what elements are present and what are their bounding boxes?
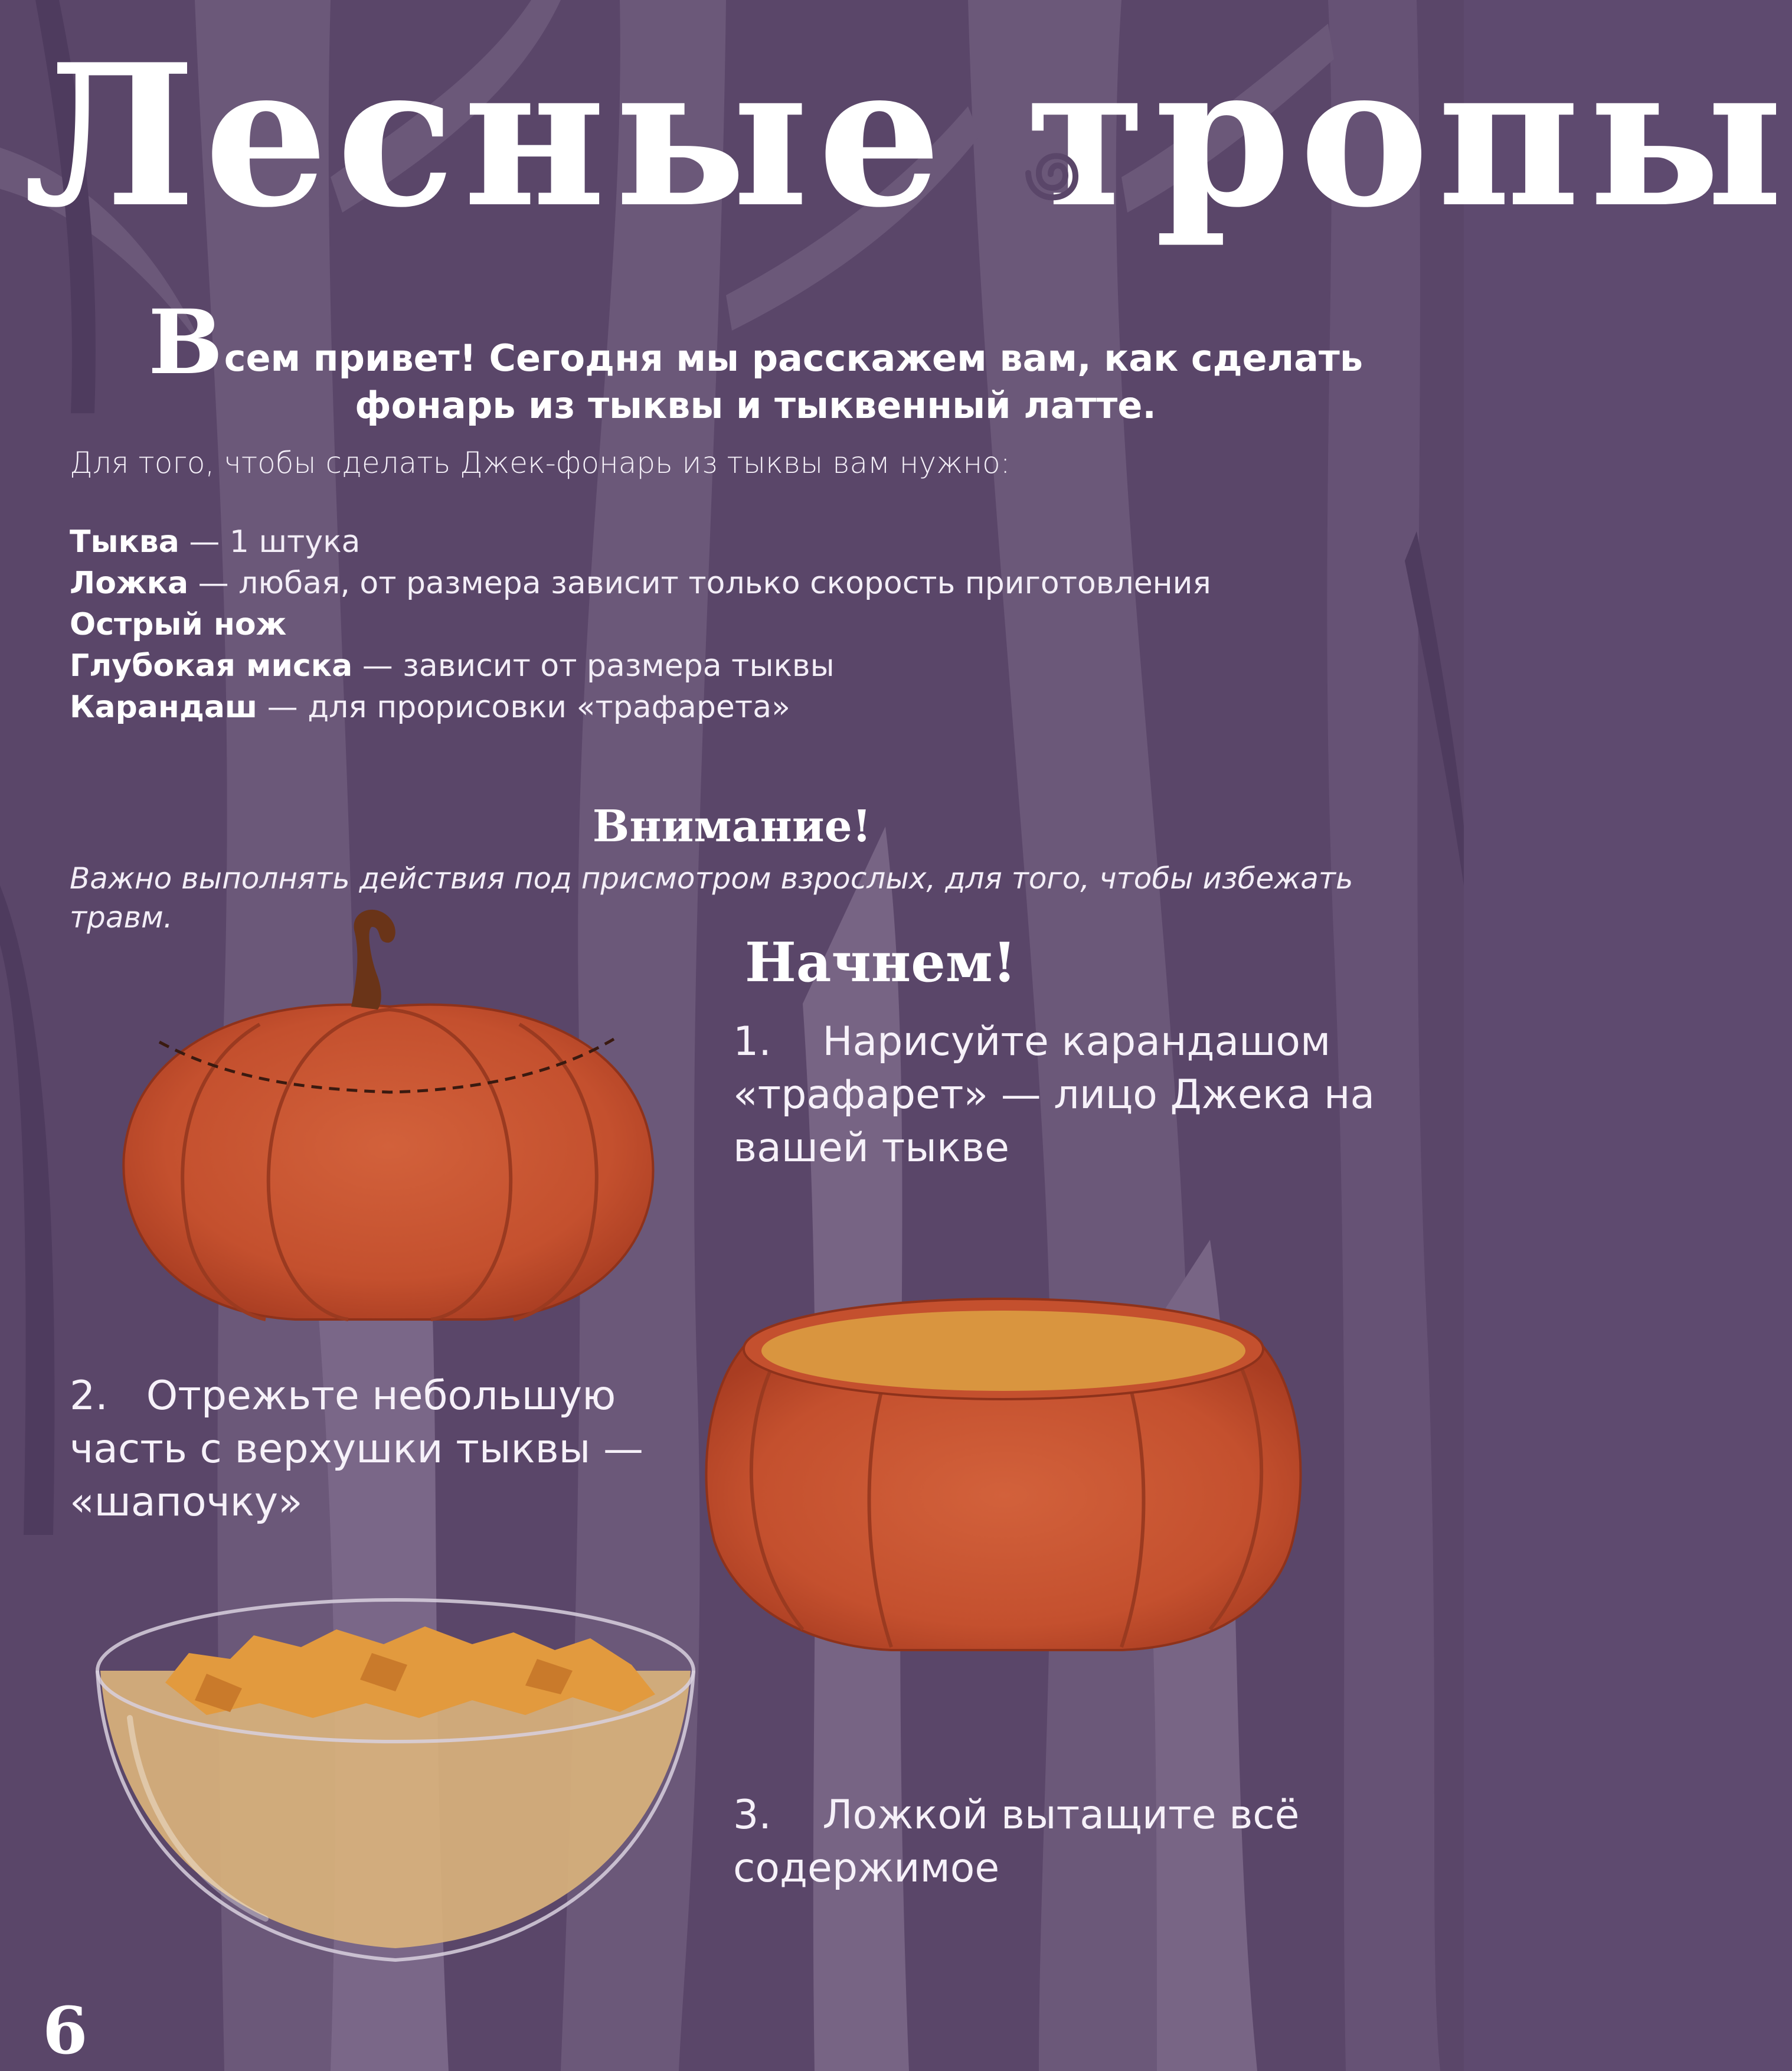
page-title: Лесные тропы bbox=[24, 21, 1792, 250]
list-item bbox=[70, 687, 1211, 728]
step-number: 2. bbox=[70, 1373, 108, 1419]
step-text: Отрежьте небольшую часть с верхушки тыквы — «шапочку» bbox=[70, 1373, 643, 1526]
list-item bbox=[70, 604, 1211, 645]
step-text: Ложкой вытащите всё содержимое bbox=[733, 1792, 1300, 1892]
stem-icon bbox=[351, 910, 395, 1010]
item-name: Глубокая миска bbox=[70, 648, 353, 684]
step-text: Нарисуйте карандашом «трафарет» — лицо Джека на вашей тыкве bbox=[733, 1018, 1375, 1171]
hollow-pumpkin-illustration bbox=[696, 1293, 1310, 1653]
curl-ornament-icon bbox=[998, 103, 1104, 245]
list-item bbox=[70, 645, 1211, 687]
steps-title: Начнем! bbox=[745, 930, 1017, 994]
list-item bbox=[70, 521, 1211, 563]
item-name: Тыква bbox=[70, 524, 179, 560]
warning-text: Важно выполнять действия под присмотром взрослых, для того, чтобы избежать травм. bbox=[70, 861, 1353, 935]
item-name: Острый нож bbox=[70, 607, 287, 642]
drop-cap: В bbox=[148, 290, 223, 394]
item-desc: — для прорисовки «трафарета» bbox=[257, 690, 790, 725]
intro-lead: Для того, чтобы сделать Джек-фонарь из тыквы вам нужно: bbox=[70, 446, 1011, 480]
item-name: Карандаш bbox=[70, 690, 258, 725]
page-number: 6 bbox=[42, 1992, 88, 2069]
item-desc: — зависит от размера тыквы bbox=[352, 648, 835, 684]
bowl-with-pulp-illustration bbox=[89, 1570, 702, 1966]
ingredient-list bbox=[70, 521, 1211, 728]
step-3 bbox=[733, 1789, 1412, 1895]
item-desc: — 1 штука bbox=[179, 524, 361, 560]
item-desc: — любая, от размера зависит только скорость приготовления bbox=[188, 566, 1211, 601]
step-2 bbox=[70, 1370, 689, 1529]
step-1 bbox=[733, 1015, 1412, 1175]
warning-title: Внимание! bbox=[592, 801, 872, 852]
step-number: 1. bbox=[733, 1018, 771, 1065]
step-number: 3. bbox=[733, 1792, 771, 1838]
list-item bbox=[70, 563, 1211, 604]
intro-text: сем привет! Сегодня мы расскажем вам, как сделать фонарь из тыквы и тыквенный латте. bbox=[224, 337, 1363, 427]
intro-heading bbox=[65, 290, 1446, 429]
whole-pumpkin-illustration bbox=[118, 906, 661, 1322]
item-name: Ложка bbox=[70, 566, 189, 601]
